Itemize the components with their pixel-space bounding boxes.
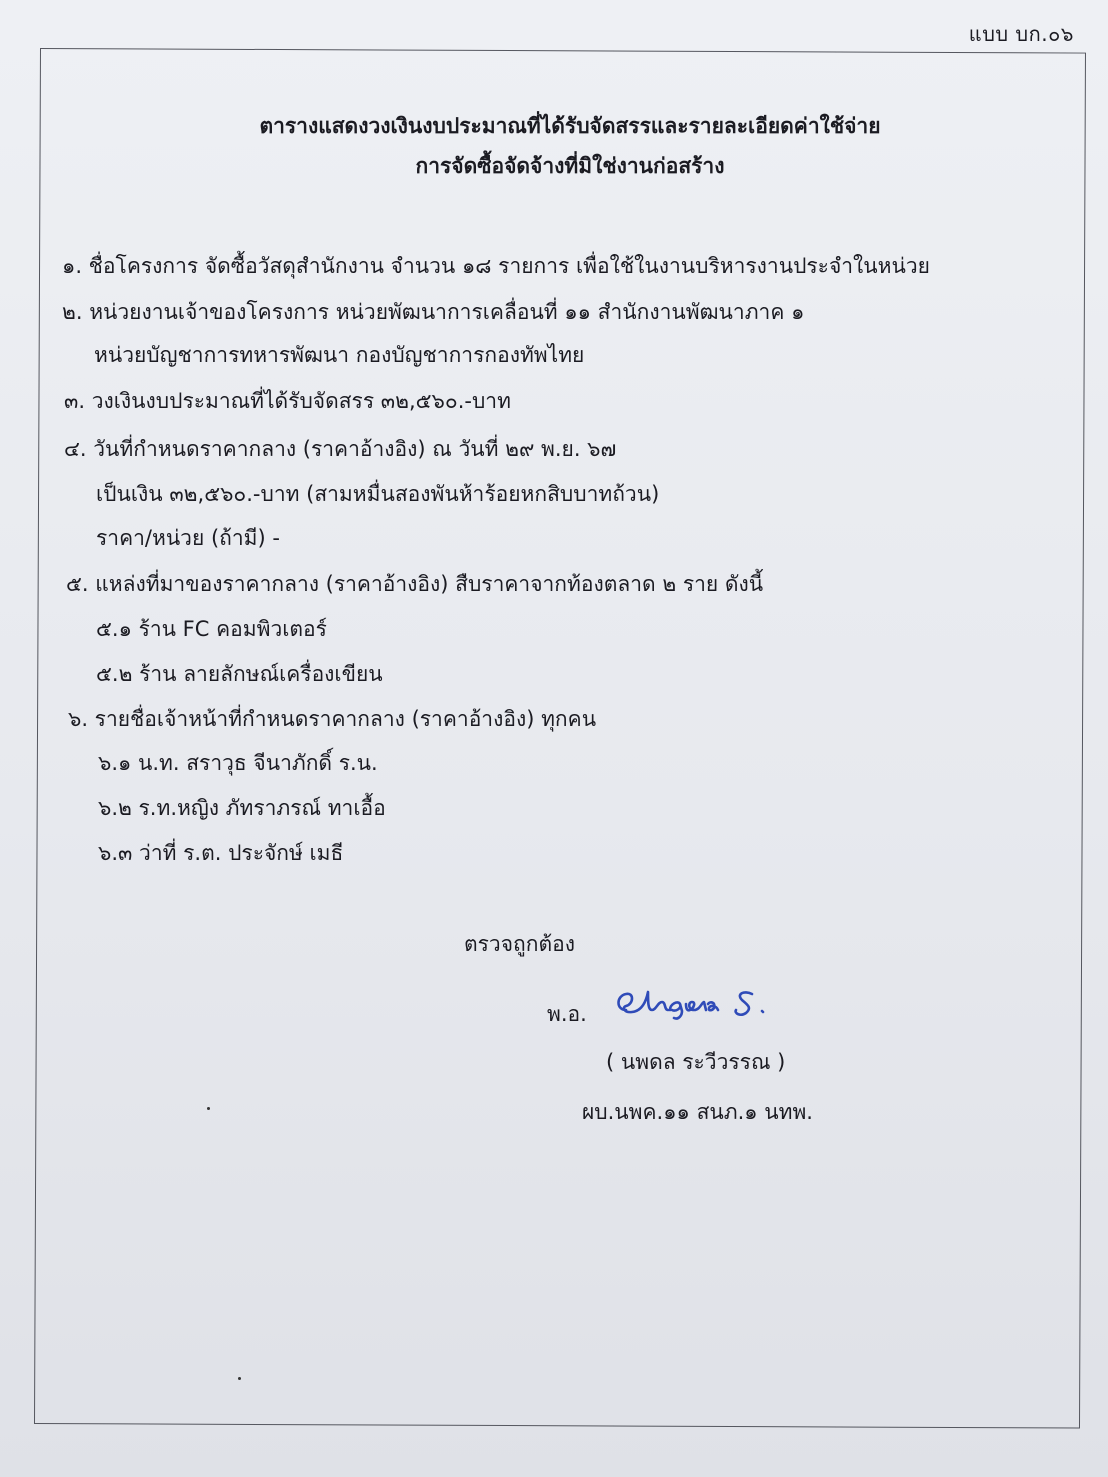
- item-4-reference-date: ๔. วันที่กำหนดราคากลาง (ราคาอ้างอิง) ณ วันที่ ๒๙ พ.ย. ๖๗: [64, 437, 617, 461]
- signer-name: ( นพดล ระวีวรรณ ): [606, 1050, 786, 1074]
- form-code: แบบ บก.๐๖: [968, 22, 1074, 46]
- signer-rank: พ.อ.: [547, 1002, 587, 1026]
- item-5-price-sources: ๕. แหล่งที่มาของราคากลาง (ราคาอ้างอิง) สืบราคาจากท้องตลาด ๒ ราย ดังนี้: [66, 572, 764, 596]
- document-title-line-1: ตารางแสดงวงเงินงบประมาณที่ได้รับจัดสรรและรายละเอียดค่าใช้จ่าย: [259, 114, 881, 138]
- item-6-2-officer: ๖.๒ ร.ท.หญิง ภัทราภรณ์ ทาเอื้อ: [98, 796, 386, 820]
- paper-speck: [238, 1377, 241, 1380]
- paper-speck: [207, 1107, 210, 1110]
- verified-label: ตรวจถูกต้อง: [464, 932, 575, 956]
- item-6-1-officer: ๖.๑ น.ท. สราวุธ จีนาภักดิ์ ร.น.: [98, 751, 378, 775]
- item-5-1-source: ๕.๑ ร้าน FC คอมพิวเตอร์: [96, 617, 327, 641]
- item-4-unit-price: ราคา/หน่วย (ถ้ามี) -: [96, 526, 280, 550]
- item-6-officers: ๖. รายชื่อเจ้าหน้าที่กำหนดราคากลาง (ราคาอ้างอิง) ทุกคน: [68, 707, 597, 731]
- item-2-owner-unit: ๒. หน่วยงานเจ้าของโครงการ หน่วยพัฒนาการเคลื่อนที่ ๑๑ สำนักงานพัฒนาภาค ๑: [62, 300, 805, 324]
- item-2-owner-unit-continued: หน่วยบัญชาการทหารพัฒนา กองบัญชาการกองทัพไทย: [94, 343, 585, 367]
- item-1-project-name: ๑. ชื่อโครงการ จัดซื้อวัสดุสำนักงาน จำนวน ๑๘ รายการ เพื่อใช้ในงานบริหารงานประจำในหน่วย: [62, 254, 930, 278]
- signer-position: ผบ.นพค.๑๑ สนภ.๑ นทพ.: [582, 1100, 813, 1124]
- item-3-budget: ๓. วงเงินงบประมาณที่ได้รับจัดสรร ๓๒,๕๖๐.-บาท: [64, 389, 511, 413]
- handwritten-signature: [612, 980, 792, 1028]
- item-6-3-officer: ๖.๓ ว่าที่ ร.ต. ประจักษ์ เมธี: [98, 841, 344, 865]
- item-4-amount: เป็นเงิน ๓๒,๕๖๐.-บาท (สามหมื่นสองพันห้าร้อยหกสิบบาทถ้วน): [96, 482, 660, 506]
- document-title-line-2: การจัดซื้อจัดจ้างที่มิใช่งานก่อสร้าง: [415, 154, 725, 178]
- item-5-2-source: ๕.๒ ร้าน ลายลักษณ์เครื่องเขียน: [96, 662, 383, 686]
